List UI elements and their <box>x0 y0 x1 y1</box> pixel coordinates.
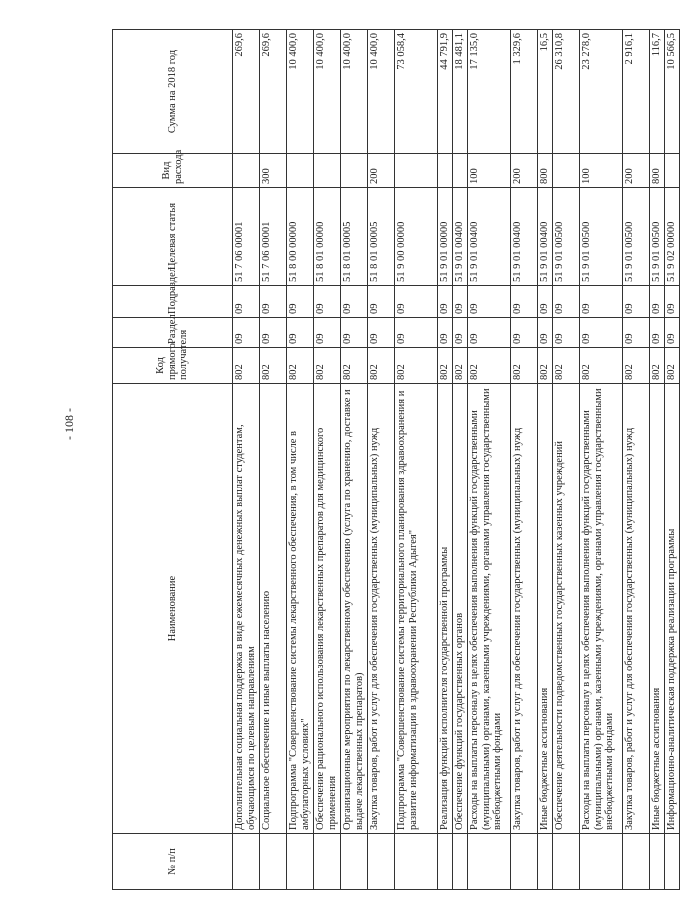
row-name: Закупка товаров, работ и услуг для обеспечения государственных (муниципальных) нужд <box>511 384 538 834</box>
row-section: 09 <box>553 318 580 348</box>
row-target: 51 9 01 00500 <box>623 188 650 286</box>
row-sum: 18 481,1 <box>453 30 468 154</box>
row-recipient: 802 <box>553 348 580 384</box>
row-section: 09 <box>538 318 553 348</box>
row-expense: 200 <box>623 154 650 188</box>
row-num <box>553 834 580 890</box>
col-section-header: Раздел <box>113 318 233 348</box>
row-target: 51 9 01 00400 <box>468 188 511 286</box>
row-recipient: 802 <box>511 348 538 384</box>
row-sum: 1 329,6 <box>511 30 538 154</box>
row-recipient: 802 <box>665 348 680 384</box>
row-expense: 300 <box>260 154 287 188</box>
row-expense: 200 <box>511 154 538 188</box>
row-target: 51 8 01 00005 <box>368 188 395 286</box>
row-sum: 116,7 <box>650 30 665 154</box>
row-num <box>368 834 395 890</box>
row-subsection: 09 <box>233 286 260 318</box>
col-expense-header: Вид расхода <box>113 154 233 188</box>
row-subsection: 09 <box>453 286 468 318</box>
row-name: Иные бюджетные ассигнования <box>538 384 553 834</box>
row-name: Обеспечение деятельности подведомственных государственных казенных учреждений <box>553 384 580 834</box>
table-row <box>553 30 580 890</box>
row-expense: 100 <box>580 154 623 188</box>
row-expense <box>395 154 438 188</box>
row-subsection: 09 <box>438 286 453 318</box>
row-recipient: 802 <box>395 348 438 384</box>
row-section: 09 <box>438 318 453 348</box>
row-num <box>438 834 453 890</box>
row-recipient: 802 <box>314 348 341 384</box>
row-subsection: 09 <box>468 286 511 318</box>
page-number: - 108 - <box>62 408 76 440</box>
table-row <box>314 30 341 890</box>
row-target: 51 9 01 00500 <box>580 188 623 286</box>
row-name: Дополнительная социальная поддержка в виде ежемесячных денежных выплат студентам, обучающимся по целевым направлениям <box>233 384 260 834</box>
row-target: 51 9 00 00000 <box>395 188 438 286</box>
row-sum: 10 400,0 <box>287 30 314 154</box>
row-section: 09 <box>287 318 314 348</box>
row-num <box>623 834 650 890</box>
row-section: 09 <box>468 318 511 348</box>
row-expense <box>287 154 314 188</box>
budget-table <box>112 29 680 890</box>
budget-table-page <box>112 30 677 890</box>
col-sum-header: Сумма на 2018 год <box>113 30 233 154</box>
row-section: 09 <box>314 318 341 348</box>
col-num-header: № п/п <box>113 834 233 890</box>
row-recipient: 802 <box>623 348 650 384</box>
table-row <box>341 30 368 890</box>
row-subsection: 09 <box>553 286 580 318</box>
row-sum: 16,5 <box>538 30 553 154</box>
row-name: Расходы на выплаты персоналу в целях обеспечения выполнения функций государственными (муниципальными) органами, казенными учреждениями, органами управления государственными внебюджетными фондами <box>468 384 511 834</box>
row-target: 51 9 01 00500 <box>650 188 665 286</box>
table-row <box>395 30 438 890</box>
row-sum: 10 400,0 <box>368 30 395 154</box>
row-recipient: 802 <box>341 348 368 384</box>
row-subsection: 09 <box>665 286 680 318</box>
row-subsection: 09 <box>580 286 623 318</box>
row-section: 09 <box>665 318 680 348</box>
table-row <box>233 30 260 890</box>
row-sum: 26 310,8 <box>553 30 580 154</box>
table-row <box>260 30 287 890</box>
row-sum: 269,6 <box>233 30 260 154</box>
row-num <box>260 834 287 890</box>
row-target: 51 7 06 00001 <box>233 188 260 286</box>
row-sum: 44 791,9 <box>438 30 453 154</box>
row-subsection: 09 <box>511 286 538 318</box>
table-row <box>538 30 553 890</box>
row-name: Расходы на выплаты персоналу в целях обеспечения выполнения функций государственными (муниципальными) органами, казенными учреждениями, органами управления государственными внебюджетными фондами <box>580 384 623 834</box>
row-expense <box>438 154 453 188</box>
row-section: 09 <box>623 318 650 348</box>
row-target: 51 9 02 00000 <box>665 188 680 286</box>
row-target: 51 9 01 00500 <box>553 188 580 286</box>
row-num <box>287 834 314 890</box>
row-recipient: 802 <box>368 348 395 384</box>
col-subsection-header: Подраздел <box>113 286 233 318</box>
row-target: 51 9 01 00400 <box>453 188 468 286</box>
row-expense <box>665 154 680 188</box>
row-subsection: 09 <box>395 286 438 318</box>
row-sum: 10 566,5 <box>665 30 680 154</box>
row-section: 09 <box>580 318 623 348</box>
row-num <box>233 834 260 890</box>
row-target: 51 9 01 00400 <box>511 188 538 286</box>
row-section: 09 <box>341 318 368 348</box>
row-num <box>395 834 438 890</box>
row-recipient: 802 <box>287 348 314 384</box>
row-num <box>538 834 553 890</box>
row-expense <box>553 154 580 188</box>
row-name: Подпрограмма "Совершенствование системы территориального планирования здравоохранения и развитие информатизации в здравоохранении Республики Адыгея" <box>395 384 438 834</box>
row-recipient: 802 <box>468 348 511 384</box>
row-num <box>665 834 680 890</box>
table-row <box>650 30 665 890</box>
row-expense: 800 <box>650 154 665 188</box>
row-name: Закупка товаров, работ и услуг для обеспечения государственных (муниципальных) нужд <box>368 384 395 834</box>
table-row <box>438 30 453 890</box>
row-section: 09 <box>260 318 287 348</box>
row-sum: 73 058,4 <box>395 30 438 154</box>
row-expense <box>341 154 368 188</box>
table-row <box>580 30 623 890</box>
row-name: Обеспечение рационального использования лекарственных препаратов для медицинского применения <box>314 384 341 834</box>
row-expense: 100 <box>468 154 511 188</box>
row-target: 51 9 01 00400 <box>538 188 553 286</box>
row-section: 09 <box>395 318 438 348</box>
row-recipient: 802 <box>538 348 553 384</box>
row-recipient: 802 <box>260 348 287 384</box>
row-recipient: 802 <box>650 348 665 384</box>
row-recipient: 802 <box>438 348 453 384</box>
row-num <box>580 834 623 890</box>
row-sum: 10 400,0 <box>341 30 368 154</box>
row-name: Реализация функций исполнителя государственной программы <box>438 384 453 834</box>
row-section: 09 <box>511 318 538 348</box>
table-row <box>665 30 680 890</box>
row-num <box>341 834 368 890</box>
row-num <box>453 834 468 890</box>
row-expense <box>233 154 260 188</box>
table-body <box>233 30 680 890</box>
row-expense <box>314 154 341 188</box>
row-section: 09 <box>453 318 468 348</box>
row-section: 09 <box>650 318 665 348</box>
row-name: Подпрограмма "Совершенствование системы лекарственного обеспечения, в том числе в амбулаторных условиях" <box>287 384 314 834</box>
row-recipient: 802 <box>453 348 468 384</box>
row-target: 51 8 01 00000 <box>314 188 341 286</box>
row-name: Организационные мероприятия по лекарственному обеспечению (услуга по хранению, доставке и выдаче лекарственных препаратов) <box>341 384 368 834</box>
table-row <box>468 30 511 890</box>
row-subsection: 09 <box>650 286 665 318</box>
table-row <box>453 30 468 890</box>
row-sum: 23 278,0 <box>580 30 623 154</box>
row-sum: 269,6 <box>260 30 287 154</box>
row-recipient: 802 <box>580 348 623 384</box>
row-subsection: 09 <box>623 286 650 318</box>
col-target-header: Целевая статья <box>113 188 233 286</box>
row-subsection: 09 <box>287 286 314 318</box>
table-row <box>511 30 538 890</box>
row-expense: 800 <box>538 154 553 188</box>
row-section: 09 <box>233 318 260 348</box>
row-target: 51 8 01 00005 <box>341 188 368 286</box>
row-sum: 2 916,1 <box>623 30 650 154</box>
row-name: Социальное обеспечение и иные выплаты населению <box>260 384 287 834</box>
row-subsection: 09 <box>314 286 341 318</box>
row-target: 51 8 00 00000 <box>287 188 314 286</box>
row-num <box>650 834 665 890</box>
row-expense: 200 <box>368 154 395 188</box>
row-sum: 10 400,0 <box>314 30 341 154</box>
row-subsection: 09 <box>368 286 395 318</box>
table-row <box>623 30 650 890</box>
col-name-header: Наименование <box>113 384 233 834</box>
row-target: 51 9 01 00000 <box>438 188 453 286</box>
row-num <box>468 834 511 890</box>
row-section: 09 <box>368 318 395 348</box>
table-header <box>113 30 233 890</box>
row-expense <box>453 154 468 188</box>
row-name: Закупка товаров, работ и услуг для обеспечения государственных (муниципальных) нужд <box>623 384 650 834</box>
row-sum: 17 135,0 <box>468 30 511 154</box>
row-target: 51 7 06 00001 <box>260 188 287 286</box>
row-subsection: 09 <box>538 286 553 318</box>
row-name: Обеспечение функций государственных органов <box>453 384 468 834</box>
table-row <box>287 30 314 890</box>
row-num <box>314 834 341 890</box>
row-recipient: 802 <box>233 348 260 384</box>
row-name: Информационно-аналитическая поддержка реализации программы <box>665 384 680 834</box>
row-subsection: 09 <box>260 286 287 318</box>
row-subsection: 09 <box>341 286 368 318</box>
table-row <box>368 30 395 890</box>
row-name: Иные бюджетные ассигнования <box>650 384 665 834</box>
row-num <box>511 834 538 890</box>
col-recipient-header: Код прямого получателя <box>113 348 233 384</box>
